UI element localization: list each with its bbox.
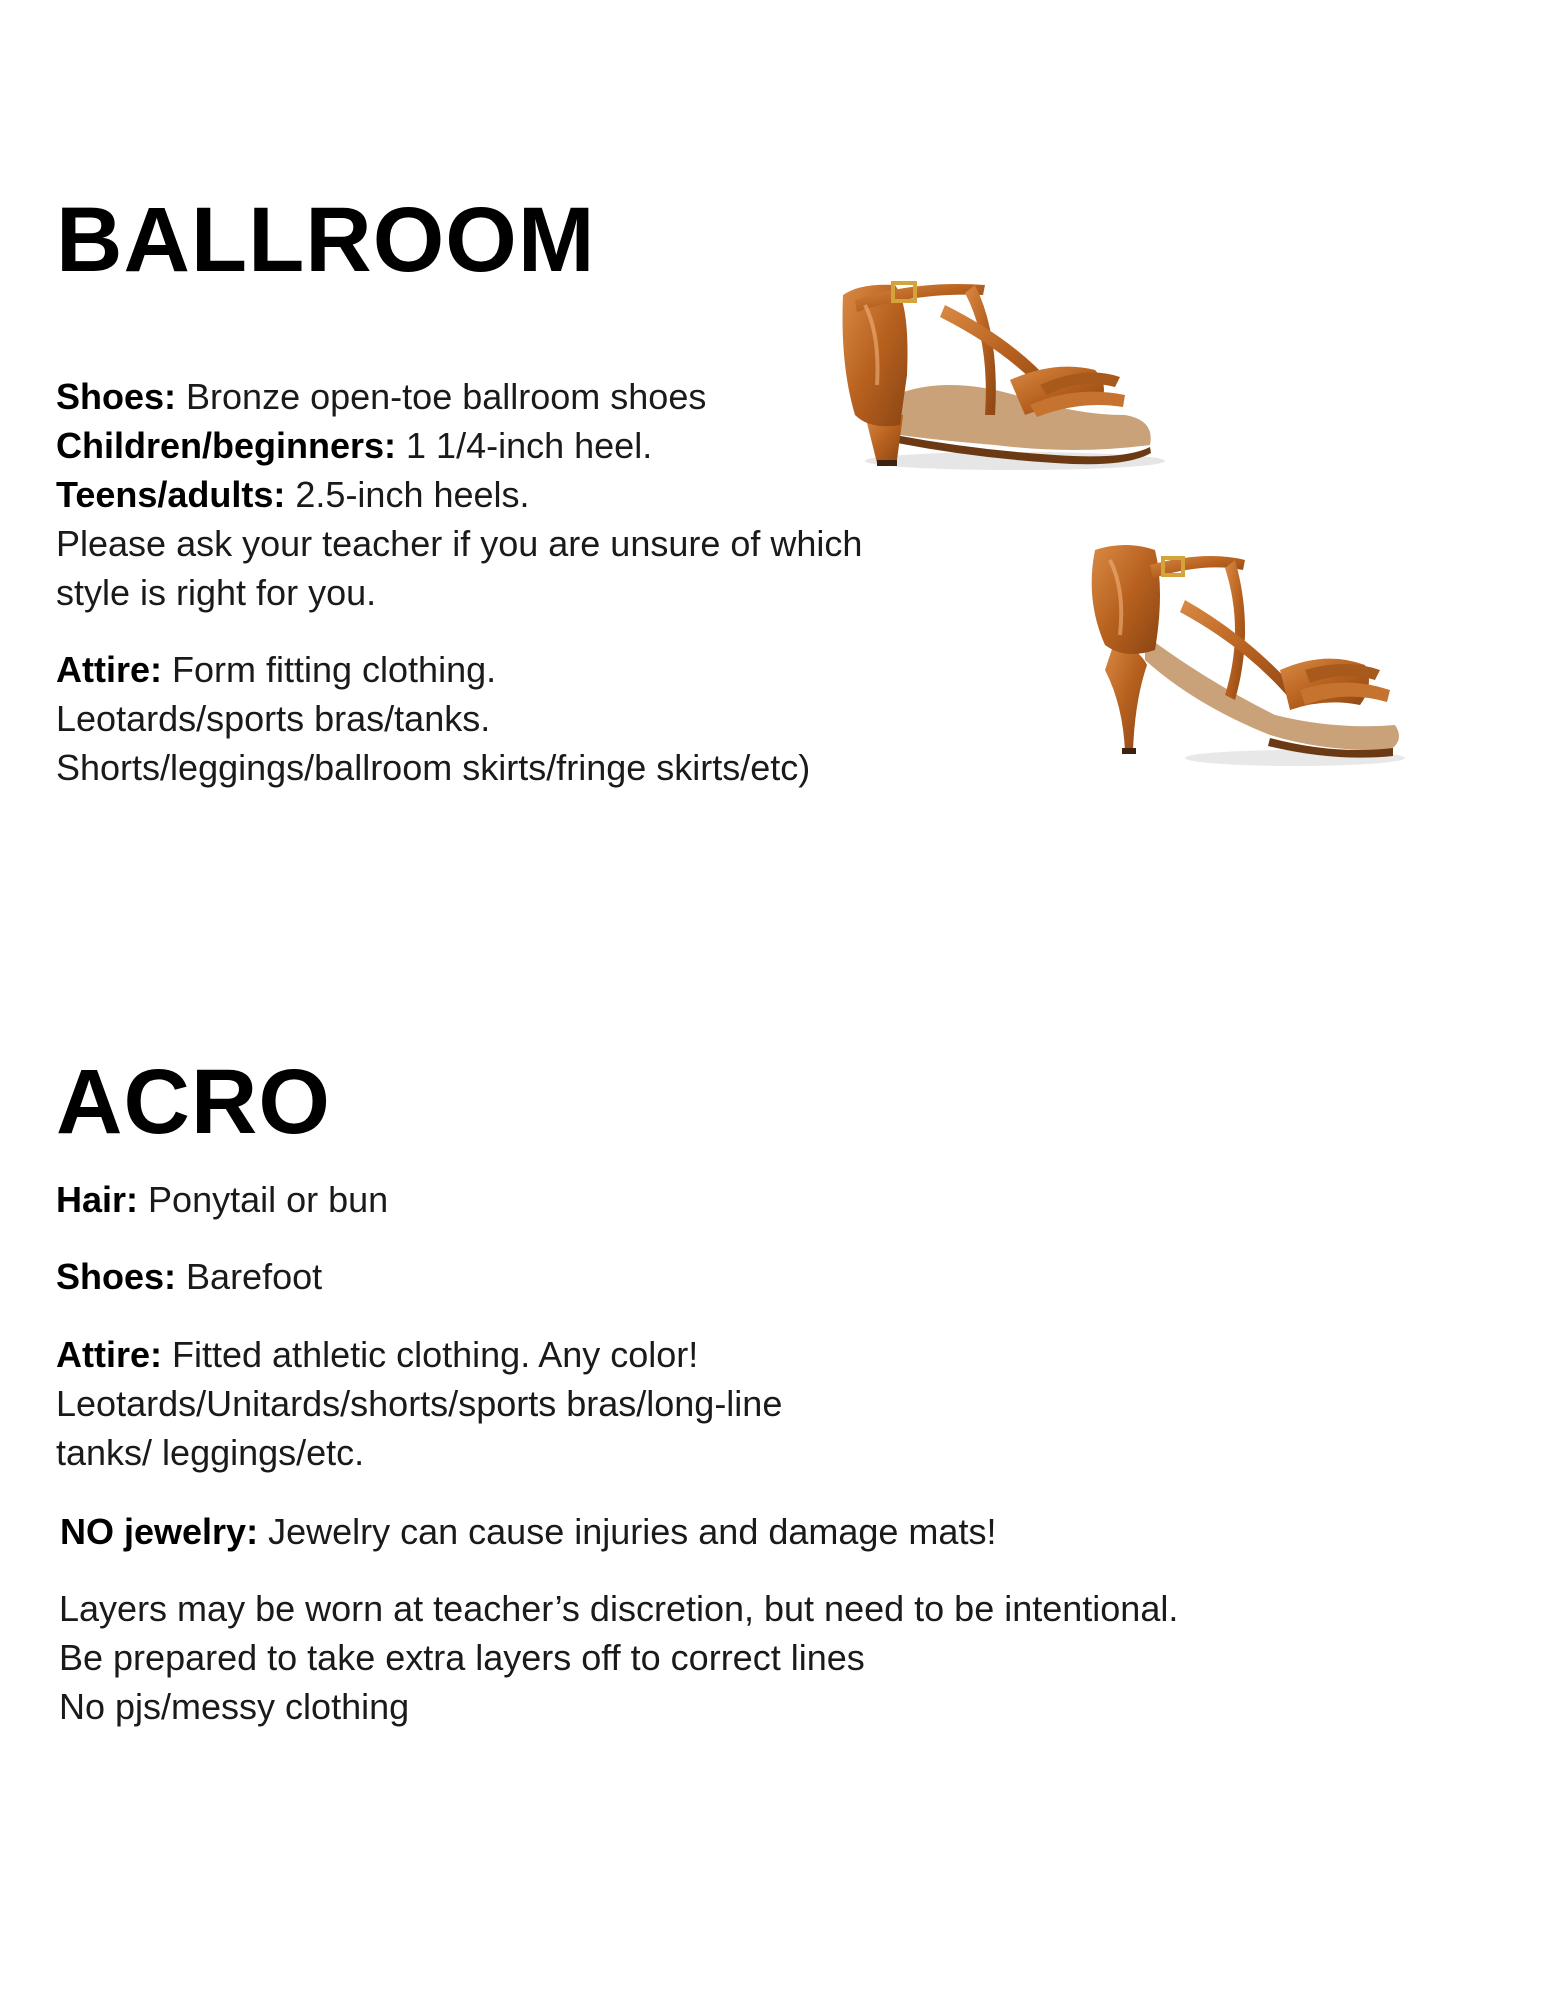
acro-shoes-text: Barefoot	[176, 1256, 323, 1297]
acro-attire-text: Fitted athletic clothing. Any color!	[162, 1334, 699, 1375]
ballroom-shoes-label: Shoes:	[56, 376, 177, 417]
high-heel-ballroom-shoe-image	[1075, 540, 1415, 780]
ballroom-attire-line-2: Leotards/sports bras/tanks.	[56, 698, 491, 739]
acro-heading: ACRO	[56, 1051, 331, 1153]
ballroom-children-text: 1 1/4-inch heel.	[396, 425, 653, 466]
acro-shoes-label: Shoes:	[56, 1256, 177, 1297]
acro-attire-line	[56, 1330, 782, 1379]
acro-layers-info	[59, 1584, 1178, 1731]
ballroom-teens-text: 2.5-inch heels.	[285, 474, 530, 515]
ballroom-children-line	[56, 421, 916, 470]
acro-attire-label: Attire:	[56, 1334, 162, 1375]
ballroom-teens-line	[56, 470, 916, 519]
acro-layers-line-3: No pjs/messy clothing	[59, 1686, 410, 1727]
acro-shoes-info	[56, 1252, 322, 1301]
acro-layers-line-2: Be prepared to take extra layers off to correct lines	[59, 1637, 865, 1678]
acro-jewelry-label: NO jewelry:	[60, 1511, 259, 1552]
ballroom-children-label: Children/beginners:	[56, 425, 397, 466]
ballroom-shoes-line	[56, 372, 916, 421]
acro-jewelry-text: Jewelry can cause injuries and damage mats!	[258, 1511, 997, 1552]
acro-hair-info	[56, 1175, 388, 1224]
acro-jewelry-line	[60, 1507, 996, 1556]
ballroom-attire-line	[56, 645, 916, 694]
ballroom-teens-label: Teens/adults:	[56, 474, 286, 515]
ballroom-shoes-text: Bronze open-toe ballroom shoes	[176, 376, 707, 417]
ballroom-heading: BALLROOM	[56, 189, 596, 291]
acro-hair-text: Ponytail or bun	[138, 1179, 389, 1220]
acro-attire-line-2: Leotards/Unitards/shorts/sports bras/long-line	[56, 1383, 783, 1424]
acro-attire-line-3: tanks/ leggings/etc.	[56, 1432, 365, 1473]
acro-hair-line	[56, 1175, 388, 1224]
low-heel-ballroom-shoe-image	[825, 265, 1170, 480]
acro-attire-info	[56, 1330, 782, 1477]
acro-hair-label: Hair:	[56, 1179, 139, 1220]
ballroom-attire-info	[56, 645, 916, 792]
acro-shoes-line	[56, 1252, 322, 1301]
ballroom-attire-label: Attire:	[56, 649, 162, 690]
ballroom-note-line-1: Please ask your teacher if you are unsure of which	[56, 523, 863, 564]
acro-layers-line-1: Layers may be worn at teacher’s discretion, but need to be intentional.	[59, 1588, 1179, 1629]
ballroom-note-line-2: style is right for you.	[56, 572, 377, 613]
acro-jewelry-info	[60, 1507, 996, 1556]
ballroom-attire-text: Form fitting clothing.	[162, 649, 497, 690]
ballroom-shoes-info	[56, 372, 916, 617]
ballroom-attire-line-3: Shorts/leggings/ballroom skirts/fringe skirts/etc)	[56, 747, 811, 788]
